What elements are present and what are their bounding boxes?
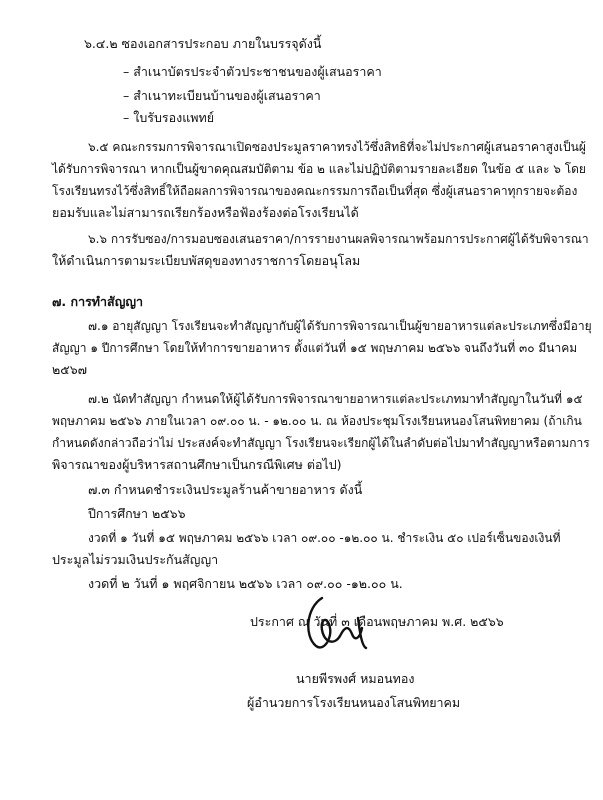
list-item: – สำเนาทะเบียนบ้านของผู้เสนอราคา bbox=[123, 88, 321, 103]
paragraph-line: ๗.๒ นัดทำสัญญา กำหนดให้ผู้ได้รับการพิจารณาขายอาหารแต่ละประเภทมาทำสัญญาในวันที่ ๑๕ bbox=[88, 392, 583, 406]
announcement-date: ประกาศ ณ วันที่ ๓ เดือนพฤษภาคม พ.ศ. ๒๕๖๖ bbox=[250, 614, 504, 629]
list-item: – สำเนาบัตรประจำตัวประชาชนของผู้เสนอราคา bbox=[123, 64, 382, 79]
paragraph-line: ๒๕๖๗ bbox=[52, 362, 88, 377]
section-7-heading: ๗. การทำสัญญา bbox=[52, 294, 144, 309]
paragraph-line: ประมูลไม่รวมเงินประกันสัญญา bbox=[52, 552, 219, 567]
paragraph-line: พฤษภาคม ๒๕๖๖ ภายในเวลา ๐๙.๐๐ น. - ๑๒.๐๐ น. ณ ห้องประชุมโรงเรียนหนองโสนพิทยาคม (ถ้าเกิน bbox=[52, 414, 582, 428]
signature-image bbox=[300, 588, 380, 660]
paragraph-line: สัญญา ๑ ปีการศึกษา โดยให้ทำการขายอาหาร ตั้งแต่วันที่ ๑๕ พฤษภาคม ๒๕๖๖ จนถึงวันที่ ๓๐ มีนาคม bbox=[52, 341, 578, 355]
paragraph-line: โรงเรียนทรงไว้ซึ่งสิทธิ์ให้ถือผลการพิจารณาของคณะกรรมการถือเป็นที่สุด ซึ่งผู้เสนอราคาทุกรายจะต้อง bbox=[52, 184, 578, 198]
paragraph-line: พิจารณาของผู้บริหารสถานศึกษาเป็นกรณีพิเศษ ต่อไป) bbox=[52, 457, 342, 472]
paragraph-line: ได้รับการพิจารณา หากเป็นผู้ขาดคุณสมบัติตาม ข้อ ๒ และไม่ปฏิบัติตามรายละเอียด ในข้อ ๕ และ ๖ โดย bbox=[52, 162, 586, 176]
paragraph-line: กำหนดดังกล่าวถือว่าไม่ ประสงค์จะทำสัญญา โรงเรียนจะเรียกผู้ได้ในลำดับต่อไปมาทำสัญญาหรือตามการ bbox=[52, 436, 590, 450]
paragraph-line: งวดที่ ๒ วันที่ ๑ พฤศจิกายน ๒๕๖๖ เวลา ๐๙.๐๐ -๑๒.๐๐ น. bbox=[88, 576, 403, 591]
paragraph-line: ยอมรับและไม่สามารถเรียกร้องหรือฟ้องร้องต่อโรงเรียนได้ bbox=[52, 205, 359, 220]
paragraph-line: ๖.๕ คณะกรรมการพิจารณาเปิดซองประมูลราคาทรงไว้ซึ่งสิทธิที่จะไม่ประกาศผู้เสนอราคาสูงเป็นผู้ bbox=[88, 140, 586, 154]
paragraph-line: ให้ดำเนินการตามระเบียบพัสดุของทางราชการโดยอนุโลม bbox=[52, 253, 361, 268]
signatory-position: ผู้อำนวยการโรงเรียนหนองโสนพิทยาคม bbox=[247, 695, 461, 710]
paragraph-line: ๖.๖ การรับซอง/การมอบซองเสนอราคา/การรายงานผลพิจารณาพร้อมการประกาศผู้ได้รับพิจารณา bbox=[88, 232, 589, 246]
paragraph-line: ๗.๑ อายุสัญญา โรงเรียนจะทำสัญญากับผู้ได้รับการพิจารณาเป็นผู้ขายอาหารแต่ละประเภทซึ่งมีอายุ bbox=[88, 319, 592, 333]
section-642-heading: ๖.๔.๒ ซองเอกสารประกอบ ภายในบรรจุดังนี้ bbox=[84, 36, 322, 51]
paragraph-line: ปีการศึกษา ๒๕๖๖ bbox=[88, 506, 186, 521]
signatory-name: นายพีรพงศ์ หมอนทอง bbox=[296, 671, 415, 686]
paragraph-line: ๗.๓ กำหนดชำระเงินประมูลร้านค้าขายอาหาร ดังนี้ bbox=[88, 482, 363, 497]
list-item: – ใบรับรองแพทย์ bbox=[123, 110, 215, 125]
paragraph-line: งวดที่ ๑ วันที่ ๑๕ พฤษภาคม ๒๕๖๖ เวลา ๐๙.๐๐ -๑๒.๐๐ น. ชำระเงิน ๕๐ เปอร์เซ็นของเงินที่ bbox=[88, 531, 561, 545]
